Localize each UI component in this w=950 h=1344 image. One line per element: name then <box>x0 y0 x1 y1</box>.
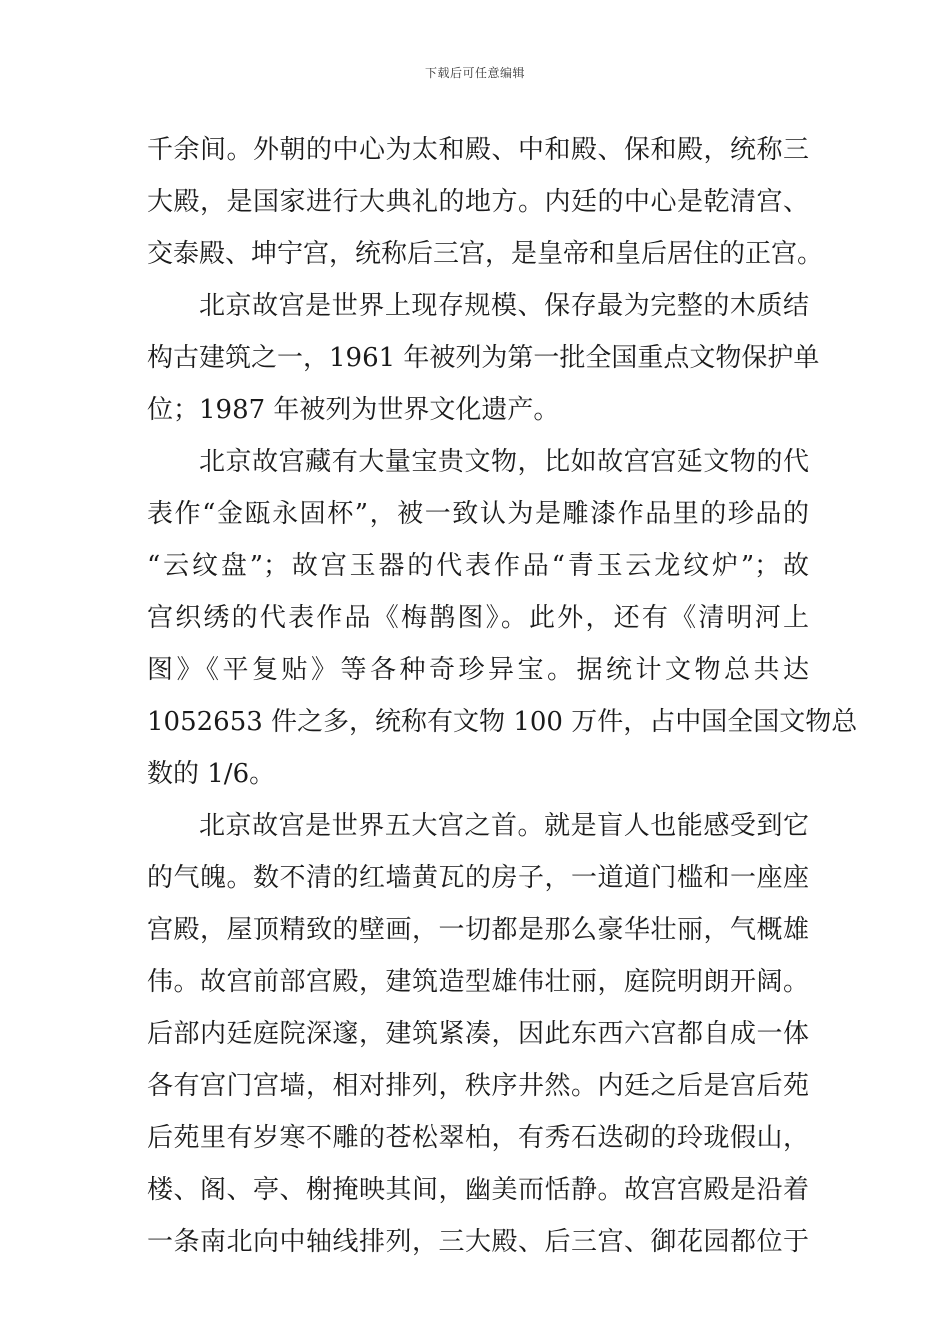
text-line: 表作“金瓯永固杯”，被一致认为是雕漆作品里的珍品的 <box>147 499 809 529</box>
text-line: 北京故宫是世界上现存规模、保存最为完整的木质结 <box>199 291 809 321</box>
text-line: 大殿，是国家进行大典礼的地方。内廷的中心是乾清宫、 <box>147 187 809 217</box>
page-header: 下载后可任意编辑 <box>424 66 525 80</box>
document-body <box>147 124 858 1268</box>
paragraph-3 <box>147 436 858 800</box>
text-line: 北京故宫藏有大量宝贵文物，比如故宫宫延文物的代 <box>199 447 809 477</box>
text-line: 后部内廷庭院深邃，建筑紧凑，因此东西六宫都自成一体 <box>147 1019 809 1049</box>
paragraph-4 <box>147 800 809 1268</box>
text-line: 一条南北向中轴线排列，三大殿、后三宫、御花园都位于 <box>147 1227 809 1257</box>
text-line: 的气魄。数不清的红墙黄瓦的房子，一道道门槛和一座座 <box>147 863 809 893</box>
text-line: 图》《平复贴》等各种奇珍异宝。据统计文物总共达 <box>147 655 809 685</box>
text-line: “云纹盘”；故宫玉器的代表作品“青玉云龙纹炉”；故 <box>147 551 809 581</box>
text-line: 楼、阁、亭、榭掩映其间，幽美而恬静。故宫宫殿是沿着 <box>147 1175 809 1205</box>
text-line: 构古建筑之一，1961 年被列为第一批全国重点文物保护单 <box>147 343 820 373</box>
text-line: 千余间。外朝的中心为太和殿、中和殿、保和殿，统称三 <box>147 135 809 165</box>
text-line: 数的 1/6。 <box>147 759 276 789</box>
text-line: 位；1987 年被列为世界文化遗产。 <box>147 395 560 425</box>
text-line: 交泰殿、坤宁宫，统称后三宫，是皇帝和皇后居住的正宫。 <box>147 239 824 269</box>
text-line: 1052653 件之多，统称有文物 100 万件，占中国全国文物总 <box>147 707 858 737</box>
text-line: 宫织绣的代表作品《梅鹊图》。此外，还有《清明河上 <box>147 603 809 633</box>
text-line: 后苑里有岁寒不雕的苍松翠柏，有秀石迭砌的玲珑假山， <box>147 1123 809 1153</box>
text-line: 各有宫门宫墙，相对排列，秩序井然。内廷之后是宫后苑 <box>147 1071 809 1101</box>
text-line: 宫殿，屋顶精致的壁画，一切都是那么豪华壮丽，气概雄 <box>147 915 809 945</box>
paragraph-1 <box>147 124 824 280</box>
paragraph-2 <box>147 280 820 436</box>
text-line: 北京故宫是世界五大宫之首。就是盲人也能感受到它 <box>199 811 809 841</box>
text-line: 伟。故宫前部宫殿，建筑造型雄伟壮丽，庭院明朗开阔。 <box>147 967 809 997</box>
